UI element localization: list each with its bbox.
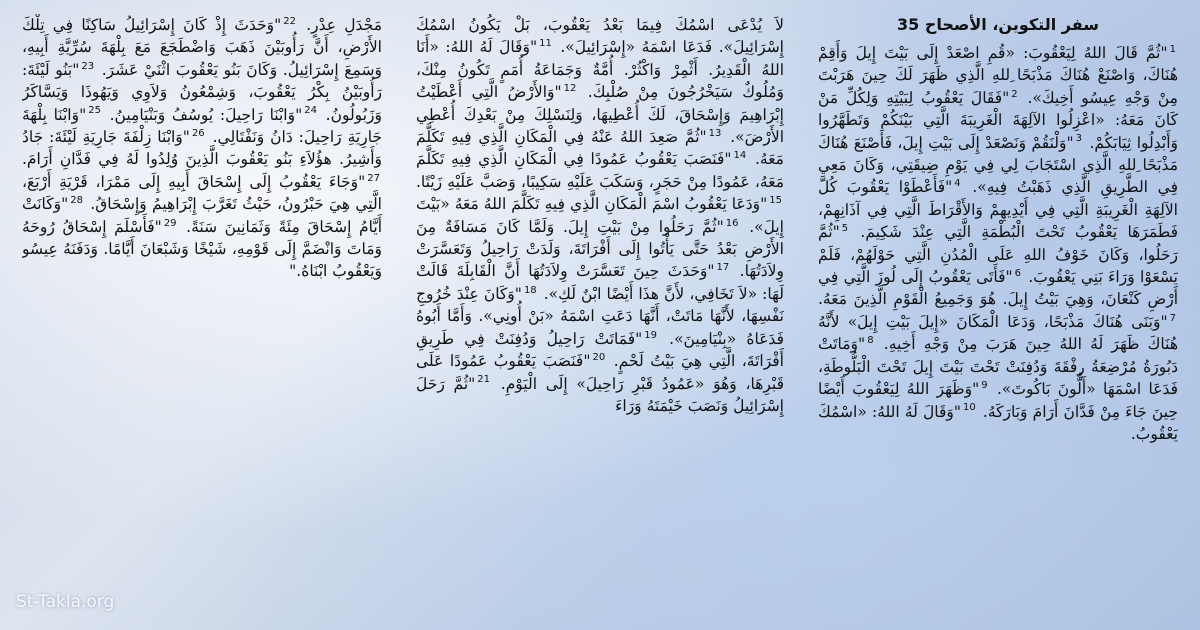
verse-text: "فَنَصَبَ يَعْقُوبُ عَمُودًا عَلَى قَبْرِهَا، وَهُوَ «عَمُودُ قَبْرِ رَاحِيلَ» إِلَى الْيَوْمِ.: [416, 352, 784, 393]
verse-number: 16: [725, 217, 739, 229]
verse-number: 2: [1011, 88, 1018, 100]
verse-text: "ثُمَّ رَحَلُوا مِنْ بَيْتِ إِيلَ. وَلَمَّا كَانَ مَسَافَةٌ مِنَ الأَرْضِ بَعْدُ حَتَّى يَأْتُوا إِلَى أَفْرَاتَةَ، وَلَدَتْ رَاحِيلُ وَتَعَسَّرَتْ وِلاَدَتُهَا.: [416, 217, 784, 281]
verse-number: 14: [733, 150, 747, 162]
verse-number: 7: [1169, 312, 1176, 324]
verse-text: "وَابْنَا زِلْفَةَ جَارِيَةِ لَيْئَةَ: جَادُ وَأَشِيرُ. هؤُلاَءِ بَنُو يَعْقُوبَ الَّذِينَ وُلِدُوا لَهُ فِي فَدَّانِ أَرَامَ.: [22, 128, 382, 169]
verse-number: 11: [539, 38, 552, 50]
text-column-left: [22, 14, 382, 614]
verse-number: 3: [1075, 133, 1083, 145]
verse-text: "وَبَنَى هُنَاكَ مَذْبَحًا، وَدَعَا الْمَكَانَ «إِيلَ بَيْتِ إِيلَ» لأَنَّهُ هُنَاكَ ظَهَرَ لَهُ اللهُ حِينَ هَرَبَ مِنْ وَجْهِ أَخِيهِ.: [818, 312, 1178, 354]
verse-number: 21: [477, 374, 491, 386]
verse-number: 18: [523, 284, 537, 296]
verse-number: 12: [563, 83, 577, 95]
verse-number: 15: [769, 195, 782, 207]
verse-number: 8: [867, 335, 874, 347]
verse-text: "وَكَانَ عِنْدَ خُرُوجِ نَفْسِهَا، لأَنَّهَا مَاتَتْ، أَنَّهَا دَعَتِ اسْمَهُ «بَنْ أُونِي». وَأَمَّا أَبُوهُ فَدَعَاهُ «بِنْيَامِينَ».: [416, 284, 784, 348]
verse-text: "وَلْنَقُمْ وَنَصْعَدْ إِلَى بَيْتِ إِيلَ، فَأَصْنَعَ هُنَاكَ مَذْبَحًا ِللهِ الَّذِي اسْتَجَابَ لِي فِي يَوْمِ ضِيقَتِي، وَكَانَ مَعِي فِي الطَّرِيقِ الَّذِي ذَهَبْتُ فِيهِ».: [818, 133, 1178, 197]
text-column-right: [818, 14, 1178, 614]
verse-text: "وَالأَرْضُ الَّتِي أَعْطَيْتُ إِبْرَاهِيمَ وَإِسْحَاقَ، لَكَ أُعْطِيهَا، وَلِنَسْلِكَ مِنْ بَعْدِكَ أُعْطِي الأَرْضَ».: [416, 83, 784, 147]
verse-text: "وَجَاءَ يَعْقُوبُ إِلَى إِسْحَاقَ أَبِيهِ إِلَى مَمْرَا، قَرْيَةِ أَرْبَعَ، الَّتِي هِيَ حَبْرُونُ، حَيْثُ تَغَرَّبَ إِبْرَاهِيمُ وَإِسْحَاقُ.: [22, 172, 382, 214]
verse-text: "وَقَالَ لَهُ اللهُ: «أَنَا اللهُ الْقَدِيرُ. أَثْمِرْ وَاكْثُرْ. أُمَّةٌ وَجَمَاعَةُ أُمَمٍ تَكُونُ مِنْكَ، وَمُلُوكٌ سَيَخْرُجُونَ مِنْ صُلْبِكَ.: [416, 38, 784, 102]
verse-number: 29: [163, 217, 177, 229]
verse-text: "فَقَالَ يَعْقُوبُ لِبَيْتِهِ وَلِكُلِّ مَنْ كَانَ مَعَهُ: «اعْزِلُوا الآلِهَةَ الْغَرِيبَةَ الَّتِي بَيْنَكُمْ وَتَطَهَّرُوا وَأَبْدِلُوا ثِيَابَكُمْ.: [818, 88, 1178, 152]
verse-text: "ثُمَّ رَحَلُوا، وَكَانَ خَوْفُ اللهِ عَلَى الْمُدُنِ الَّتِي حَوْلَهُمْ، فَلَمْ يَسْعَوْا وَرَاءَ بَنِي يَعْقُوبَ.: [818, 223, 1178, 287]
verse-text: مَجْدَلِ عِدْرٍ.: [306, 16, 382, 34]
chapter-title: سفر التكوين، الأصحاح 35: [897, 15, 1099, 34]
verse-number: 26: [191, 127, 205, 139]
verse-text: "فَأَعْطَوْا يَعْقُوبَ كُلَّ الآلِهَةِ الْغَرِيبَةِ الَّتِي فِي أَيْدِيهِمْ وَالأَقْرَاطَ الَّتِي فِي آذَانِهِمْ، فَطَمَرَهَا يَعْقُوبُ تَحْتَ الْبُطْمَةِ الَّتِي عِنْدَ شَكِيمَ.: [818, 178, 1178, 242]
verse-number: 6: [1014, 267, 1021, 279]
verse-text: "وَدَعَا يَعْقُوبُ اسْمَ الْمَكَانِ الَّذِي فِيهِ تَكَلَّمَ اللهُ مَعَهُ «بَيْتَ إِيلَ».: [416, 195, 784, 236]
verse-text: "بَنُو لَيْئَةَ: رَأُوبَيْنُ بِكْرُ يَعْقُوبَ، وَشِمْعُونُ وَلاَوِي وَيَهُوذَا وَيَسَّاكَرُ وَزَبُولُونُ.: [22, 60, 382, 124]
verse-text: "ثُمَّ صَعِدَ اللهُ عَنْهُ فِي الْمَكَانِ الَّذِي فِيهِ تَكَلَّمَ مَعَهُ.: [416, 128, 784, 169]
verse-number: 22: [283, 15, 296, 27]
verse-text: "فَنَصَبَ يَعْقُوبُ عَمُودًا فِي الْمَكَانِ الَّذِي فِيهِ تَكَلَّمَ مَعَهُ، عَمُودًا مِنْ حَجَرٍ، وَسَكَبَ عَلَيْهِ سَكِيبًا، وَصَبَّ عَلَيْهِ زَيْتًا.: [416, 150, 784, 191]
verse-text: "وَحَدَثَ إِذْ كَانَ إِسْرَائِيلُ سَاكِنًا فِي تِلْكَ الأَرْضِ، أَنَّ رَأُوبَيْنَ ذَهَبَ وَاضْطَجَعَ مَعَ بِلْهَةَ سُرِّيَّةِ أَبِيهِ، وَسَمِعَ إِسْرَائِيلُ. وَكَانَ بَنُو يَعْقُوبَ اثْنَيْ عَشَرَ.: [22, 16, 382, 79]
text-column-middle: [416, 14, 784, 614]
verse-number: 1: [1169, 43, 1176, 55]
verse-number: 25: [88, 105, 101, 117]
verse-number: 13: [708, 127, 722, 139]
verse-number: 9: [981, 379, 988, 391]
verse-text: "وَمَاتَتْ دَبُورَةُ مُرْضِعَةُ رِفْقَةَ وَدُفِنَتْ تَحْتَ بَيْتَ إِيلَ تَحْتَ الْبَلُّوطَةِ، فَدَعَا اسْمَهَا «أَلُّونَ بَاكُوتَ».: [818, 335, 1178, 399]
verse-text: "فَأَتَى يَعْقُوبُ إِلَى لُوزَ الَّتِي فِي أَرْضِ كَنْعَانَ، وَهِيَ بَيْتُ إِيلَ. هُوَ وَجَمِيعُ الْقَوْمِ الَّذِينَ مَعَهُ.: [818, 268, 1178, 309]
verse-number: 19: [644, 329, 657, 341]
verse-text: "وَكَانَتْ أَيَّامُ إِسْحَاقَ مِئَةً وَثَمَانِينَ سَنَةً.: [22, 195, 382, 236]
verse-text: "وَابْنَا رَاحِيلَ: يُوسُفُ وَبَنْيَامِينُ.: [109, 105, 303, 124]
verse-number: 17: [716, 262, 730, 274]
verse-number: 20: [592, 351, 606, 363]
site-watermark: St-Takla.org: [16, 592, 115, 612]
verse-text: "فَأَسْلَمَ إِسْحَاقُ رُوحَهُ وَمَاتَ وَانْضَمَّ إِلَى قَوْمِهِ، شَيْخًا وَشَبْعَانَ أَيَّامًا. وَدَفَنَهُ عِيسُو وَيَعْقُوبُ ابْنَاهُ.": [22, 217, 382, 281]
verse-text: "وَابْنَا بِلْهَةَ جَارِيَةِ رَاحِيلَ: دَانُ وَنَفْتَالِي.: [22, 105, 382, 147]
verse-text: "وَحَدَثَ حِينَ تَعَسَّرَتْ وِلاَدَتُهَا أَنَّ الْقَابِلَةَ قَالَتْ لَهَا: «لاَ تَخَافِي، لأَنَّ هذَا أَيْضًا ابْنٌ لَكِ».: [416, 262, 784, 303]
verse-number: 28: [70, 195, 83, 207]
verse-number: 10: [963, 402, 976, 414]
verse-text: "ثُمَّ قَالَ اللهُ لِيَعْقُوبَ: «قُمِ اصْعَدْ إِلَى بَيْتَ إِيلَ وَأَقِمْ هُنَاكَ، وَاصْنَعْ هُنَاكَ مَذْبَحًا ِللهِ الَّذِي ظَهَرَ لَكَ حِينَ هَرَبْتَ مِنْ وَجْهِ عِيسُو أَخِيكَ».: [818, 44, 1178, 107]
verse-text: "وَقَالَ لَهُ اللهُ: «اسْمُكَ يَعْقُوبُ.: [818, 402, 1178, 443]
verse-number: 5: [841, 223, 849, 235]
verse-text: "ثُمَّ رَحَلَ إِسْرَائِيلُ وَنَصَبَ خَيْمَتَهُ وَرَاءَ: [416, 374, 784, 415]
verse-number: 23: [81, 60, 95, 72]
verse-number: 24: [304, 105, 317, 117]
verse-text: "وَظَهَرَ اللهُ لِيَعْقُوبَ أَيْضًا حِينَ جَاءَ مِنْ فَدَّانَ أَرَامَ وَبَارَكَهُ.: [818, 380, 1178, 421]
verse-text: "فَمَاتَتْ رَاحِيلُ وَدُفِنَتْ فِي طَرِيقِ أَفْرَاتَةَ، الَّتِي هِيَ بَيْتُ لَحْمٍ.: [416, 329, 784, 371]
verse-text: لاَ يُدْعَى اسْمُكَ فِيمَا بَعْدُ يَعْقُوبَ، بَلْ يَكُونُ اسْمُكَ إِسْرَائِيلَ». فَدَعَا اسْمَهُ «إِسْرَائِيلَ».: [416, 16, 784, 57]
verse-number: 27: [367, 172, 380, 184]
verse-number: 4: [954, 178, 961, 190]
